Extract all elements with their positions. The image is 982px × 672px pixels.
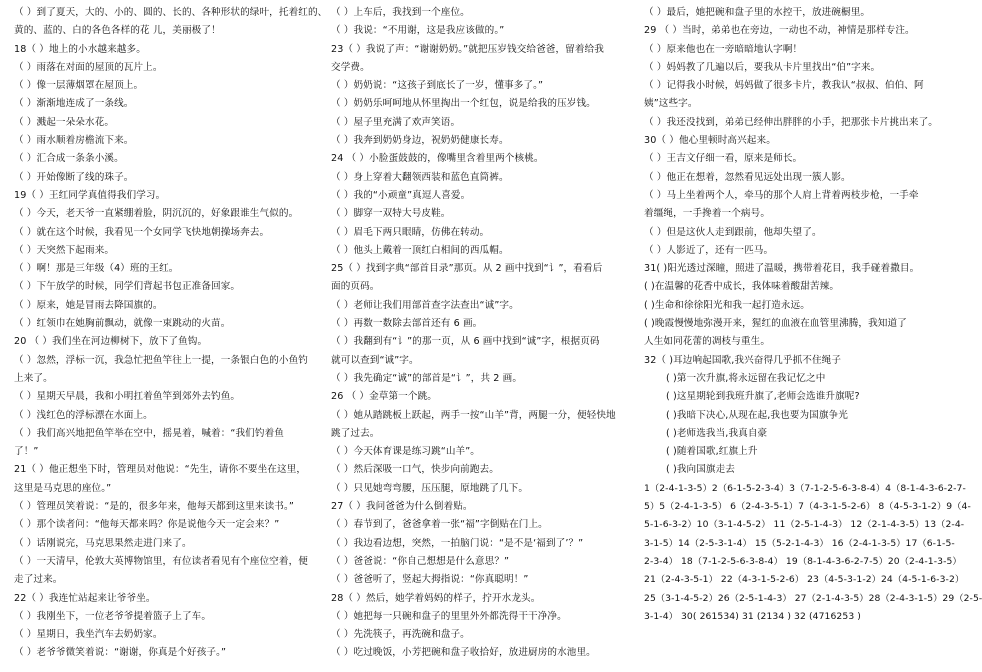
text-line: （ ）上车后，我找到一个座位。 [331,7,470,18]
text-line: （ ）老爷爷微笑着说：“谢谢，你真是个好孩子。” [14,647,227,659]
text-line: （ ）那个读者问：“他每天都来吗？你是说他今天一定会来？” [14,519,280,531]
text-line: （ ）爸爸听了，竖起大拇指说：“你真聪明！” [331,574,529,586]
text-line: 3-1-5）14（2-5-3-1-4） 15（5-2-1-4-3） 16（2-4-1-3-5）17（6-1-5- [644,537,955,549]
text-line: （ ）但是这伙人走到跟前，他却失望了。 [644,226,822,238]
text-line: （ ）我奔到奶奶身边，祝奶奶健康长寿。 [331,135,509,147]
text-line: 姨”这些字。 [644,98,698,110]
text-line: ( )老师选我当,我真自豪 [666,427,768,439]
text-line: （ ）她把每一只碗和盘子的里里外外都洗得干干净净。 [331,610,567,622]
text-line: 23（ ）我说了声：“谢谢奶奶。”就把压岁钱交给爸爸，留着给我 [331,43,604,55]
text-line: （ ）原来他也在一旁暗暗地认字啊！ [644,43,803,55]
text-line: ( )这星期轮到我班升旗了,老师会选谁升旗呢? [666,391,860,403]
text-line: 上来了。 [14,372,53,384]
text-line: 黄的、蓝的、白的各色各样的花 儿，美丽极了！ [14,25,221,37]
text-line: （ ）身上穿着大翻领西装和蓝色直筒裤。 [331,171,509,183]
column-middle [331,4,623,663]
text-line: ( )随着国歌,红旗上升 [666,446,758,458]
text-line: （ ）汇合成一条条小溪。 [14,153,124,165]
text-line: 1（2-4-1-3-5）2（6-1-5-2-3-4）3（7-1-2-5-6-3-8-4）4（8-1-4-3-6-2-7- [644,482,966,494]
text-line: （ ）星期日，我坐汽车去奶奶家。 [14,629,163,641]
text-line: （ ）我的“小顽童”真逗人喜爱。 [331,189,471,201]
text-line: 18（ ）地上的小水越来越多。 [14,43,146,55]
text-line: 这里是马克思的座位。” [14,482,112,494]
text-line: 21（ ）他正想坐下时，管理员对他说：“先生，请你不要坐在这里， [14,464,307,476]
text-line: （ ）原来，她是冒雨去降国旗的。 [14,299,163,311]
text-line: ( )第一次升旗,将永远留在我记忆之中 [666,372,826,384]
text-line: （ ）忽然，浮标一沉，我急忙把鱼竿往上一提，一条银白色的小鱼钓 [14,354,308,366]
text-line: 31( )阳光透过深瞳，照进了温暖，携带着花目，我手碰着撒目。 [644,263,920,275]
text-line: （ ）渐渐地连成了一条线。 [14,98,134,110]
text-line: （ ）天突然下起雨来。 [14,244,115,256]
text-line: （ ）开始像断了线的珠子。 [14,171,134,183]
text-line: （ ）马上坐着两个人，牵马的那个人肩上背着两枝步枪，一手牵 [644,189,919,201]
text-line: （ ）我边看边想，突然，一拍脑门说：“是不是‘福到了’？” [331,537,584,549]
text-line: （ ）雨水顺着房檐流下来。 [14,135,134,147]
text-line: （ ）王吉文仔细一看，原来是师长。 [644,153,803,165]
text-line: （ ）她从踏跳板上跃起，两手一按“山羊”背，两腿一分，便轻快地 [331,409,616,421]
text-line: （ ）我们高兴地把鱼竿举在空中，摇晃着，喊着：“我们钓着鱼 [14,427,284,439]
text-line: 跳了过去。 [331,427,380,439]
text-line: （ ）今天体育课是练习跳“山羊”。 [331,446,481,458]
text-line: 30（ ）他心里顿时高兴起来。 [644,135,776,147]
text-line: （ ）人影近了，还有一匹马。 [644,244,774,256]
text-line: 25（3-1-4-5-2）26（2-5-1-4-3） 27（2-1-4-3-5）28（2-4-3-1-5）29（2-5- [644,592,982,604]
text-line: （ ）红领巾在她胸前飘动，就像一束跳动的火苗。 [14,318,231,330]
text-line: 29 （ ）当时，弟弟也在旁边，一动也不动，神情是那样专注。 [644,25,915,37]
text-line: （ ）我说：“不用谢，这是我应该做的。” [331,25,505,37]
text-line: （ ）星期天早晨，我和小明扛着鱼竿到郊外去钓鱼。 [14,391,241,403]
text-line: （ ）记得我小时候，妈妈做了很多卡片，教我认“叔叔、伯伯、阿 [644,80,924,92]
text-line: （ ）我还没找到，弟弟已经伸出胖胖的小手，把那张卡片挑出来了。 [644,116,938,128]
text-line: ( )晚霞慢慢地弥漫开来，猩红的血液在血管里沸腾，我知道了 [644,318,907,330]
text-line: （ ）我先确定“诚”的部首是“讠”，共 2 画。 [331,372,523,384]
text-line: （ ）溅起一朵朵水花。 [14,116,115,128]
text-line: 32（ )耳边响起国歌,我兴奋得几乎抓不住绳子 [644,354,842,366]
text-line: （ ）再数一数除去部首还有 6 画。 [331,318,483,330]
text-line: （ ）浅红色的浮标漂在水面上。 [14,409,153,421]
text-line: （ ）我刚坐下，一位老爷爷提着篮子上了车。 [14,610,212,622]
column-right [644,4,982,626]
text-line: 就可以查到“诚”字。 [331,354,419,366]
text-line: 人生如同花蕾的凋枝与重生。 [644,336,771,348]
text-line: （ ）老师让我们用部首查字法查出“诚”字。 [331,299,519,311]
text-line: 5）5（2-4-1-3-5） 6（2-4-3-5-1）7（4-3-1-5-2-6） 8（4-5-3-1-2）9（4- [644,501,971,513]
text-line: 3-1-4） 30( 261534) 31 (2134 ) 32 (4716253 ) [644,610,861,622]
text-line: 19（ ）王红同学真值得我们学习。 [14,189,166,201]
text-line: 20 （ ）我们坐在河边柳树下，放下了鱼钩。 [14,336,208,348]
text-line: ( )在温馨的花香中成长，我体味着酸甜苦辣。 [644,281,840,293]
text-line: （ ）最后，她把碗和盘子里的水控干，放进碗橱里。 [644,7,871,18]
text-line: 27（ ）我问爸爸为什么倒着贴。 [331,501,473,513]
text-line: （ ）爸爸说：“你自己想想是什么意思？” [331,555,510,567]
text-line: （ ）屋子里充满了欢声笑语。 [331,116,461,128]
text-line: （ ）吃过晚饭，小芳把碗和盘子收拾好，放进厨房的水池里。 [331,647,596,659]
text-line: 走了过来。 [14,574,63,586]
text-line: 25（ ）找到字典“部首目录”那页。从 2 画中找到“讠”，看看后 [331,263,603,275]
text-line: 26 （ ）金草第一个跳。 [331,391,437,403]
text-line: 面的页码。 [331,281,380,293]
text-line: ( )我向国旗走去 [666,464,735,476]
text-line: （ ）今天，老天爷一直紧绷着脸，阴沉沉的，好象跟谁生气似的。 [14,208,299,220]
text-line: （ ）脚穿一双特大号皮鞋。 [331,208,451,220]
text-line: （ ）眉毛下两只眼睛，仿佛在转动。 [331,226,490,238]
text-line: 22（ ）我连忙站起来让爷爷坐。 [14,592,156,604]
text-line: 24 （ ）小脸蛋鼓鼓的，像嘴里含着里两个核桃。 [331,153,544,165]
text-line: （ ）他正在想着，忽然看见远处出现一簇人影。 [644,171,851,183]
text-line: （ ）一天清早，伦敦大英博物馆里，有位读者看见有个座位空着，便 [14,555,308,567]
text-line: 21（2-4-3-5-1） 22（4-3-1-5-2-6） 23（4-5-3-1-2）24（4-5-1-6-3-2） [644,574,965,586]
text-line: （ ）雨落在对面的屋顶的瓦片上。 [14,61,163,73]
text-line: （ ）然后深吸一口气，快步向前跑去。 [331,464,499,476]
text-line: （ ）下午放学的时候，同学们背起书包正准备回家。 [14,281,241,293]
text-line: （ ）像一层薄烟罩在屋顶上。 [14,80,144,92]
text-line: （ ）他头上戴着一顶红白相间的西瓜帽。 [331,244,509,256]
text-line: 着缰绳，一手搀着一个病号。 [644,208,771,220]
text-line: ( )生命和徐徐阳光和我一起打造永远。 [644,299,810,311]
text-line: （ ）我翻到有“讠”的那一页，从 6 画中找到“诚”字，根据页码 [331,336,600,348]
column-left [14,4,328,663]
text-line: （ ）先洗筷子，再洗碗和盘子。 [331,629,470,641]
text-line: （ ）只见她弯弯腰，压压腿，原地跳了几下。 [331,482,529,494]
text-line: （ ）妈妈教了几遍以后，要我从卡片里找出“伯”字来。 [644,61,881,73]
text-line: （ ）管理员笑着说：“是的，很多年来，他每天都到这里来读书。” [14,501,294,513]
text-line: ( )我暗下决心,从现在起,我也要为国旗争光 [666,409,848,421]
text-line: 交学费。 [331,61,370,73]
text-line: （ ）就在这个时候，我看见一个女同学飞快地朝操场奔去。 [14,226,270,238]
text-line: （ ）奶奶说：“这孩子到底长了一岁，懂事多了。” [331,80,544,92]
text-line: （ ）啊！那是三年级（4）班的王红。 [14,263,179,275]
text-line: （ ）话刚说完，马克思果然走进门来了。 [14,537,192,549]
text-line: 5-1-6-3-2）10（3-1-4-5-2） 11（2-5-1-4-3） 12（2-1-4-3-5）13（2-4- [644,519,965,531]
text-line: 2-3-4） 18（7-1-2-5-6-3-8-4） 19（8-1-4-3-6-2-7-5）20（2-4-1-3-5） [644,555,962,567]
text-line: （ ）到了夏天，大的、小的、圆的、长的、各种形状的绿叶，托着红的、 [14,7,328,18]
text-line: 28（ ）然后，她学着妈妈的样子，拧开水龙头。 [331,592,541,604]
text-line: （ ）奶奶乐呵呵地从怀里掏出一个红包，说是给我的压岁钱。 [331,98,596,110]
text-line: （ ）春节到了，爸爸拿着一张“福”字倒贴在门上。 [331,519,548,531]
text-line: 了！” [14,446,39,458]
